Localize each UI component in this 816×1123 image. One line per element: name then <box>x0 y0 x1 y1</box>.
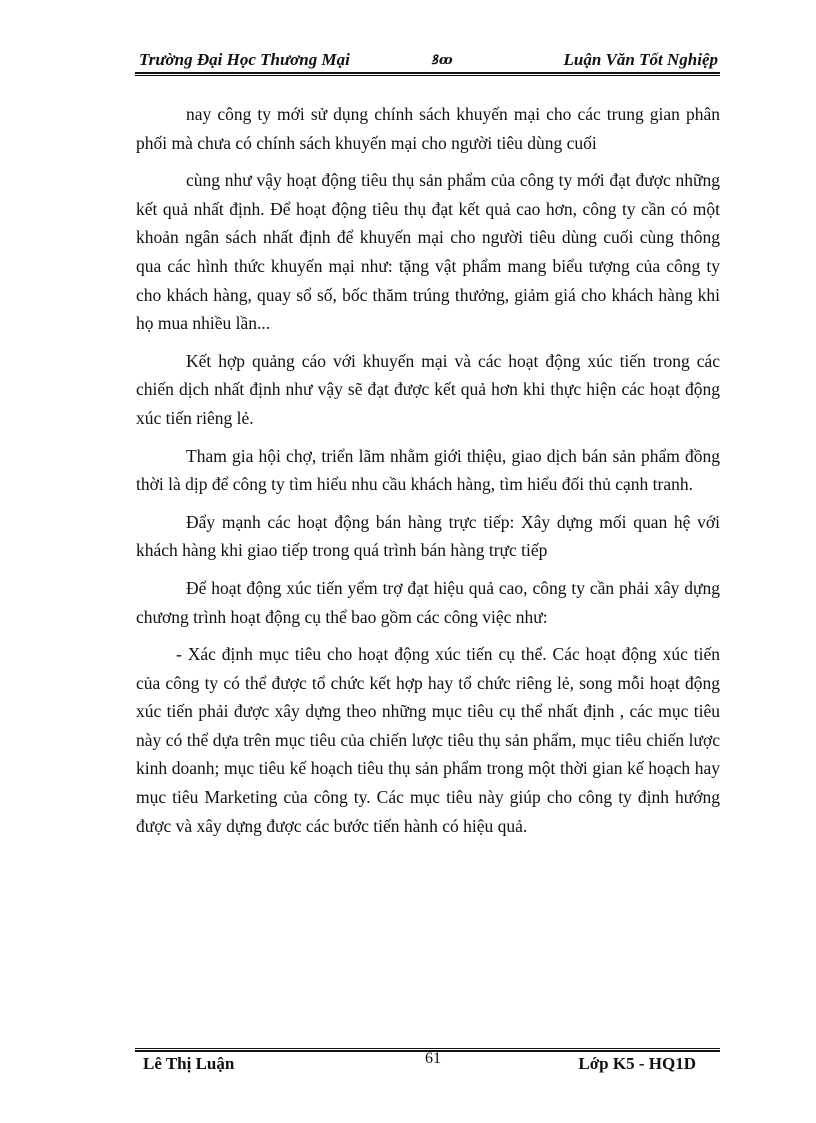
page-footer <box>135 1052 720 1078</box>
page-header <box>135 48 720 74</box>
page-body <box>136 100 720 849</box>
footer-author: Lê Thị Luận <box>143 1054 235 1073</box>
paragraph-3: Kết hợp quảng cáo với khuyến mại và các hoạt động xúc tiến trong các chiến dịch nhất định như vậy sẽ đạt được kết quả hơn khi thực hiện các hoạt động xúc tiến riêng lẻ. <box>136 350 720 428</box>
paragraph-1: nay công ty mới sử dụng chính sách khuyến mại cho các trung gian phân phối mà chưa có chính sách khuyến mại cho người tiêu dùng cuối <box>136 104 720 153</box>
header-ornament: ꝸꝏ <box>431 52 454 67</box>
page-number: 61 <box>425 1050 441 1067</box>
paragraph-7: - Xác định mục tiêu cho hoạt động xúc tiến cụ thể. Các hoạt động xúc tiến của công ty có thể được tổ chức kết hợp hay tổ chức riêng lẻ, song mỗi hoạt động xúc tiến phải được xây dựng theo những mục tiêu cụ thể nhất định , các mục tiêu này có thể dựa trên mục tiêu của chiến lược tiêu thụ sản phẩm, mục tiêu chiến lược kinh doanh; mục tiêu kế hoạch tiêu thụ sản phẩm trong một thời gian kế hoạch hay mục tiêu Marketing của công ty. Các mục tiêu này giúp cho công ty định hướng được và xây dựng được các bước tiến hành có hiệu quả. <box>136 644 720 836</box>
header-doc-type: Luận Văn Tốt Nghiệp <box>563 50 718 69</box>
header-divider <box>135 72 720 76</box>
paragraph-6: Để hoạt động xúc tiến yểm trợ đạt hiệu quả cao, công ty cần phải xây dựng chương trình hoạt động cụ thể bao gồm các công việc như: <box>136 577 720 627</box>
paragraph-5: Đẩy mạnh các hoạt động bán hàng trực tiếp: Xây dựng mối quan hệ với khách hàng khi giao tiếp trong quá trình bán hàng trực tiếp <box>136 511 720 561</box>
paragraph-2: cùng như vậy hoạt động tiêu thụ sản phẩm của công ty mới đạt được những kết quả nhất định. Để hoạt động tiêu thụ đạt kết quả cao hơn, công ty cần có một khoản ngân sách nhất định để khuyến mại cho người tiêu dùng cuối cùng thông qua các hình thức khuyến mại như: tặng vật phẩm mang biểu tượng của công ty cho khách hàng, quay sổ số, bốc thăm trúng thưởng, giảm giá cho khách hàng khi họ mua nhiều lần... <box>136 170 720 334</box>
header-school: Trường Đại Học Thương Mại <box>139 50 350 69</box>
paragraph-4: Tham gia hội chợ, triển lãm nhằm giới thiệu, giao dịch bán sản phẩm đồng thời là dịp để công ty tìm hiểu nhu cầu khách hàng, tìm hiểu đối thủ cạnh tranh. <box>136 445 720 495</box>
footer-class: Lớp K5 - HQ1D <box>578 1054 696 1073</box>
